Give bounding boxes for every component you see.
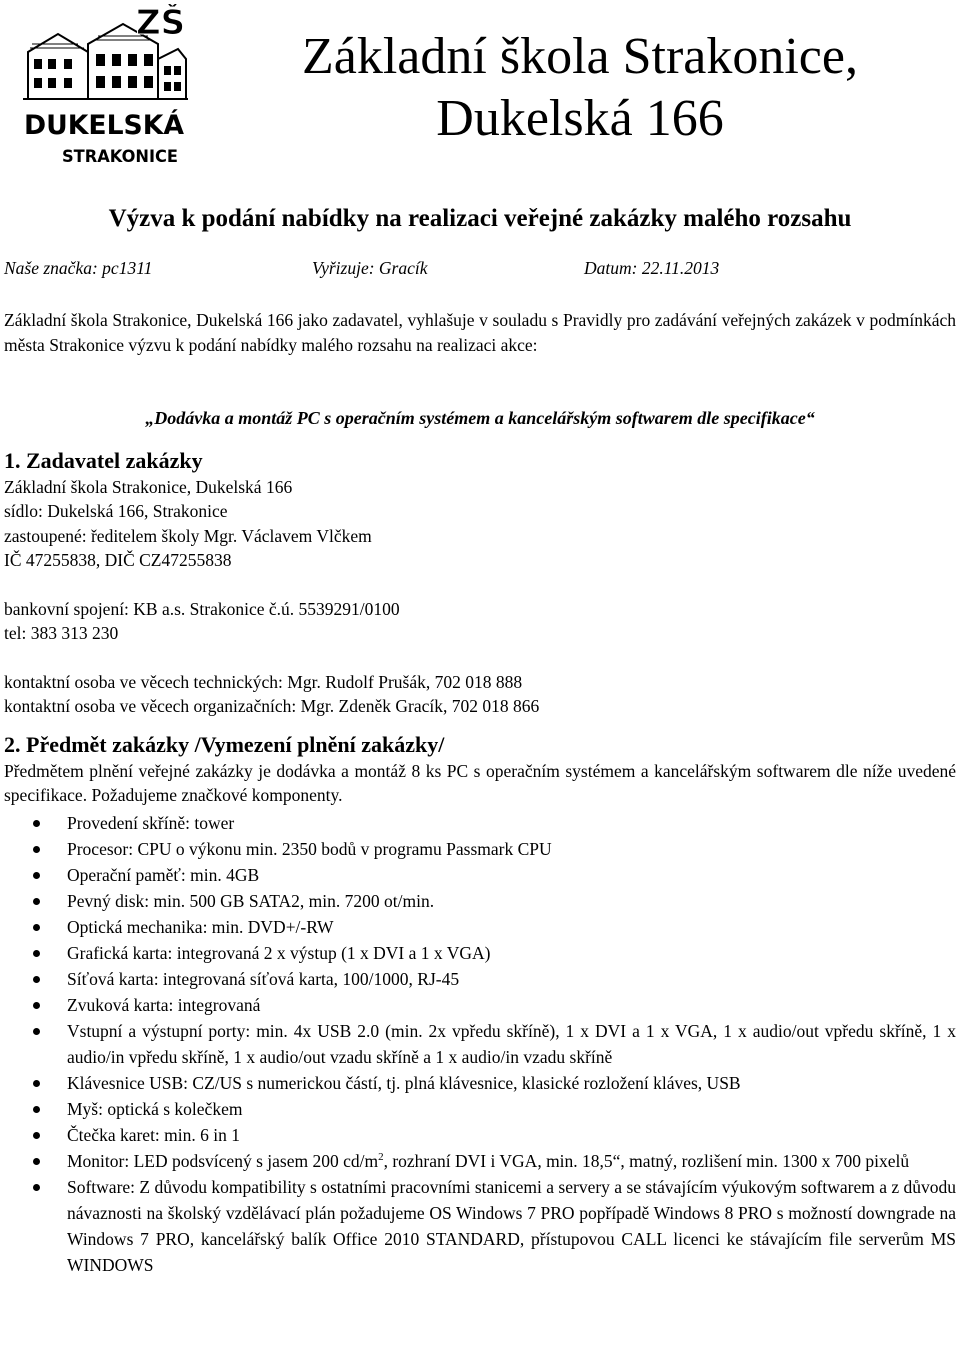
list-item: Provedení skříně: tower (4, 810, 956, 836)
phone-line: tel: 383 313 230 (4, 623, 119, 643)
school-logo (18, 4, 190, 169)
title-line-1: Základní škola Strakonice, (302, 28, 858, 85)
school-logo-drawing (18, 4, 190, 169)
logo-zs-text: ZŠ (136, 4, 186, 43)
logo-strakonice-text: STRAKONICE (62, 147, 178, 167)
bullet-icon (33, 1106, 40, 1113)
section-2-heading: 2. Předmět zakázky /Vymezení plnění zakázky/ (4, 731, 445, 757)
list-item: Klávesnice USB: CZ/US s numerickou částí, tj. plná klávesnice, klasické rozložení kláves, USB (4, 1070, 956, 1096)
represented-by-line: zastoupené: ředitelem školy Mgr. Václavem Vlčkem (4, 525, 372, 546)
document-title (210, 26, 950, 150)
handler-name: Vyřizuje: Gracík (312, 258, 428, 278)
list-item: Síťová karta: integrovaná síťová karta, 100/1000, RJ-45 (4, 966, 956, 992)
bank-line: bankovní spojení: KB a.s. Strakonice č.ú. 5539291/0100 (4, 598, 400, 619)
bullet-icon (33, 1158, 40, 1165)
logo-dukelska-text: DUKELSKÁ (24, 110, 187, 141)
document-date: Datum: 22.11.2013 (584, 258, 720, 278)
list-item: Vstupní a výstupní porty: min. 4x USB 2.0 (min. 2x vpředu skříně), 1 x DVI a 1 x VGA, 1 x audio/out vpředu skříně, 1 x audio/in vpředu skříně, 1 x audio/out vzadu skříně a 1 x audio/in vzadu skříně (4, 1018, 956, 1070)
list-item: Grafická karta: integrovaná 2 x výstup (1 x DVI a 1 x VGA) (4, 940, 956, 966)
bullet-icon (33, 1132, 40, 1139)
contracting-authority-line: Základní škola Strakonice, Dukelská 166 (4, 476, 293, 497)
bullet-icon (33, 1002, 40, 1009)
document-subtitle: Výzva k podání nabídky na realizaci veřejné zakázky malého rozsahu (108, 205, 852, 232)
bullet-icon (33, 1184, 40, 1191)
ico-dic-line: IČ 47255838, DIČ CZ47255838 (4, 550, 232, 570)
bullet-icon (33, 950, 40, 957)
specification-list (4, 810, 956, 1278)
list-item-software: Software: Z důvodu kompatibility s ostatními pracovními stanicemi a servery a se stávajícím výukovým softwarem a z důvodu návaznosti na školský vzdělávací plán požadujeme OS Windows 7 PRO popřípadě Windows 8 PRO s možností downgrade na Windows 7 PRO, kancelářský balík Office 2010 STANDARD, přístupovou CALL licenci ke stávajícím file serverům MS WINDOWS (4, 1174, 956, 1278)
section-1-heading: 1. Zadavatel zakázky (4, 447, 203, 473)
list-item: Optická mechanika: min. DVD+/-RW (4, 914, 956, 940)
bullet-icon (33, 898, 40, 905)
bullet-icon (33, 976, 40, 983)
list-item: Zvuková karta: integrovaná (4, 992, 956, 1018)
bullet-icon (33, 846, 40, 853)
bullet-icon (33, 820, 40, 827)
bullet-icon (33, 872, 40, 879)
list-item: Operační paměť: min. 4GB (4, 862, 956, 888)
list-item: Procesor: CPU o výkonu min. 2350 bodů v programu Passmark CPU (4, 836, 956, 862)
bullet-icon (33, 1028, 40, 1035)
bullet-icon (33, 1080, 40, 1087)
list-item: Čtečka karet: min. 6 in 1 (4, 1122, 956, 1148)
technical-contact-line: kontaktní osoba ve věcech technických: Mgr. Rudolf Prušák, 702 018 888 (4, 671, 523, 692)
list-item: Myš: optická s kolečkem (4, 1096, 956, 1122)
action-title: „Dodávka a montáž PC s operačním systémem a kancelářským softwarem dle specifikace“ (145, 408, 815, 428)
seat-line: sídlo: Dukelská 166, Strakonice (4, 501, 228, 521)
document-body (4, 308, 956, 1278)
reference-number: Naše značka: pc1311 (4, 258, 153, 278)
intro-paragraph: Základní škola Strakonice, Dukelská 166 jako zadavatel, vyhlašuje v souladu s Pravidly pro zadávání veřejných zakázek v podmínkách města Strakonice výzvu k podání nabídky malého rozsahu na realizaci akce: (4, 310, 956, 355)
list-item-monitor: Monitor: LED podsvícený s jasem 200 $cd/m^2$, rozhraní DVI i VGA, min. 18,5“, matný, rozlišení min. 1300 x 700 pixelů (4, 1148, 956, 1174)
list-item: Pevný disk: min. 500 GB SATA2, min. 7200 ot/min. (4, 888, 956, 914)
bullet-icon (33, 924, 40, 931)
title-line-2: Dukelská 166 (436, 90, 724, 147)
organizational-contact-line: kontaktní osoba ve věcech organizačních: Mgr. Zdeněk Gracík, 702 018 866 (4, 696, 540, 716)
section-2-intro: Předmětem plnění veřejné zakázky je dodávka a montáž 8 ks PC s operačním systémem a kancelářským softwarem dle níže uvedené specifikace. Požadujeme značkové komponenty. (4, 760, 956, 805)
